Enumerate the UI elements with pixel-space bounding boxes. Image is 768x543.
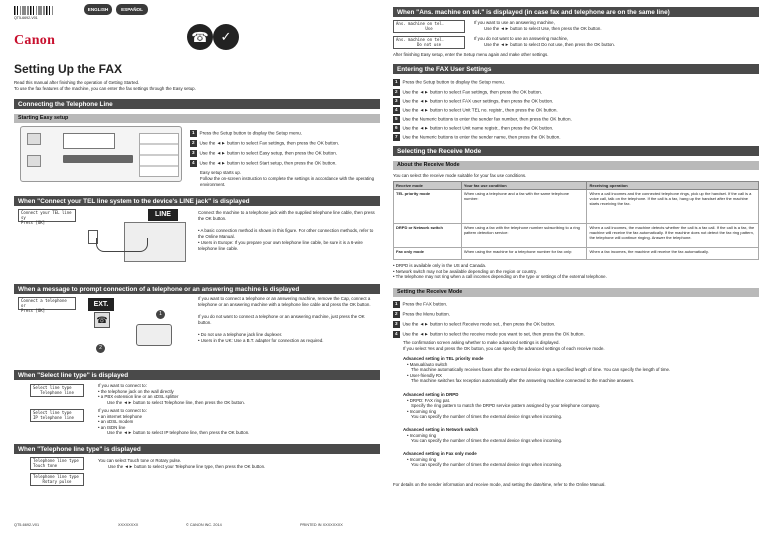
- page-title: Setting Up the FAX: [14, 62, 122, 76]
- table-cell: Fax only mode: [394, 248, 462, 260]
- table-cell: When a fax incomes, the machine will receive the fax automatically.: [587, 248, 759, 260]
- footer-code: QT5-6692-V01: [14, 523, 40, 527]
- line-type-desc1-action: Use the ◄► button to select Telephone line, then press the OK button.: [107, 399, 245, 405]
- recv-step-4: 4 Use the ◄► button to select the receive mode you want to set, then press the OK button.: [394, 331, 585, 337]
- tel-line-desc1: You can select Touch tone or Rotary pulse.: [98, 458, 182, 463]
- table-header: Receive mode: [394, 182, 462, 190]
- panel-button-row: [63, 155, 133, 163]
- ans-lcd-use-line2: Use: [425, 25, 433, 31]
- easy-step-2: 2 Use the ◄► button to select Fax settings, then press the OK button.: [191, 140, 340, 146]
- ext-bullet1: • Do not use a telephone jack line duplexer.: [198, 332, 283, 337]
- ans-lcd-donot-line2: Do not use: [416, 41, 442, 47]
- line-type-desc2-item: • an internet telephone: [98, 413, 143, 419]
- tel-line-type-bar: When "Telephone line type" is displayed: [14, 444, 380, 454]
- ext-callout-1: 1: [156, 310, 165, 319]
- ans-desc-use-1: If you want to use an answering machine,: [474, 20, 555, 25]
- adv-line: • DRPD: FAX ring pat.: [407, 397, 451, 403]
- line-type-desc2-action: Use the ◄► button to select IP telephone line, then press the OK button.: [107, 430, 250, 435]
- recv-after1: The confirmation screen asking whether to make advanced settings is displayed.: [403, 340, 560, 345]
- table-cell: When a call incomes and the connected telephone rings, pick up the handset. If the call is a voice call, talk on the telephone. If the call is a fax, hang up the handset after the machine starts receiving the fax.: [587, 190, 759, 224]
- line-jack-bullet1: • A basic connection method is shown in this figure. For other connection methods, refer to the Online Manual.: [198, 228, 374, 239]
- footer-x: XXXXXXXX: [118, 523, 139, 527]
- ans-lcd-use: [393, 20, 465, 33]
- recv-step-2: 2 Press the Menu button.: [394, 311, 450, 317]
- table-header-row: [394, 182, 759, 190]
- user-step-2: 2 Use the ◄► button to select Fax settings, then press the OK button.: [394, 89, 543, 95]
- line-jack-illustration: [84, 208, 190, 266]
- panel-lcd: [63, 133, 115, 149]
- ans-desc-donot-2: Use the ◄► button to select Do not use, then press the OK button.: [484, 42, 615, 47]
- ext-illustration: [80, 296, 192, 364]
- adv-head: Advanced setting in DRPD: [403, 392, 459, 397]
- table-row: [394, 190, 759, 224]
- line-type-lcd2-line2: IP telephone line: [33, 414, 74, 420]
- ans-desc-donot-1: If you do not want to use an answering machine,: [474, 36, 569, 41]
- online-manual-note: For details on the sender information and receive mode, and setting the date/time, refer to the Online Manual.: [393, 482, 606, 487]
- line-jack-text1: Connect the machine to a telephone jack with the supplied telephone line cable, then press the OK button.: [198, 210, 375, 221]
- barcode: [14, 6, 54, 15]
- tab-english[interactable]: ENGLISH: [84, 4, 112, 15]
- ext-text2: If you do not want to connect a telephone or an answering machine, just press the OK button.: [198, 314, 365, 325]
- adv-head: Advanced setting in Network switch: [403, 427, 479, 432]
- receive-note: • Network switch may not be available depending on the region or country.: [393, 268, 537, 274]
- canon-logo: Canon: [14, 33, 56, 48]
- panel-fax-button: [27, 133, 41, 145]
- line-type-desc2-item: • an ISDN line: [98, 424, 126, 430]
- table-header: Receiving operation: [587, 182, 759, 190]
- adv-line: • Incoming ring: [407, 408, 437, 414]
- table-cell: DRPD or Network switch: [394, 224, 462, 248]
- adv-line: The machine automatically receives faxes after the external device rings a specified length of time. You can specify the length of time.: [411, 367, 671, 372]
- setting-receive-subbar: Setting the Receive Mode: [393, 288, 759, 297]
- adv-line: • Manual/auto switch: [407, 361, 448, 367]
- easy-step-4: 4 Use the ◄► button to select Start setup, then press the OK button.: [191, 160, 337, 166]
- ans-lcd-donot: [393, 36, 465, 49]
- tel-line-desc2: Use the ◄► button to select your Telephone line type, then press the OK button.: [108, 464, 266, 469]
- ext-lcd-line1: Connect a telephone or: [21, 298, 67, 308]
- receive-mode-bar: Selecting the Receive Mode: [393, 146, 759, 156]
- ans-lcd-use-line1: Ans. machine on tel.: [396, 21, 445, 26]
- footer-printed: PRINTED IN XXXXXXXX: [300, 523, 343, 527]
- connecting-bar: Connecting the Telephone Line: [14, 99, 380, 109]
- adv-block-tel: [403, 356, 759, 384]
- line-type-lcd-1: [30, 384, 84, 397]
- table-row: [394, 248, 759, 260]
- line-type-lcd1-line1: Select line type: [33, 385, 72, 390]
- cable: [96, 238, 148, 252]
- table-cell: When using a fax with the telephone number subscribing to a ring pattern detection service:: [461, 224, 587, 248]
- adv-line: You can specify the number of times the external device rings when incoming.: [411, 462, 563, 467]
- table-cell: TEL priority mode: [394, 190, 462, 224]
- adv-block-network: [403, 427, 759, 444]
- adv-block-drpd: [403, 392, 759, 420]
- tab-spanish[interactable]: ESPAÑOL: [116, 4, 148, 15]
- table-row: [394, 224, 759, 248]
- recv-step-3: 3 Use the ◄► button to select Receive mode set., then press the OK button.: [394, 321, 556, 327]
- ext-lcd: [18, 297, 76, 313]
- line-type-desc1-item: • the telephone jack on the wall directly: [98, 388, 174, 394]
- tel-line-lcd2-line2: Rotary pulse: [42, 478, 72, 484]
- ext-text1: If you want to connect a telephone or an answering machine, remove the Cap, connect a telephone or an answering machine with a telephone line cable and press the OK button.: [198, 296, 371, 307]
- fax-icon: ☎: [187, 24, 213, 50]
- ext-prompt-bar: When a message to prompt connection of a telephone or an answering machine is displayed: [14, 284, 380, 294]
- line-jack-lcd-line2: Press [OK]: [21, 219, 46, 225]
- user-step-6: 6 Use the ◄► button to select Unit name registr., then press the OK button.: [394, 125, 554, 131]
- line-type-desc2-item: • an xDSL modem: [98, 419, 134, 424]
- about-receive-subbar: About the Receive Mode: [393, 161, 759, 170]
- adv-line: The machine switches fax reception automatically after the answering machine connected to the machine answers.: [411, 378, 635, 383]
- intro-line2: To use the fax features of the machine, you can enter the fax settings through the Easy setup.: [14, 86, 196, 91]
- ext-callout-2: 2: [96, 344, 105, 353]
- check-icon: ✓: [213, 24, 239, 50]
- adv-line: • Incoming ring: [407, 432, 437, 438]
- table-cell: When using the machine for a telephone number for fax only:: [461, 248, 587, 260]
- line-label: LINE: [148, 209, 178, 221]
- recv-after2: If you select Yes and press the OK button, you can specify the advanced settings of each receive mode.: [403, 346, 605, 351]
- adv-line: • Incoming ring: [407, 456, 437, 462]
- control-panel-illustration: [20, 126, 182, 182]
- ans-desc-use-2: Use the ◄► button to select Use, then press the OK button.: [484, 26, 602, 31]
- receive-note: • The telephone may not ring when a call incomes depending on the type or settings of the external telephone.: [393, 274, 607, 279]
- table-header: Your fax use condition: [461, 182, 587, 190]
- adv-block-faxonly: [403, 451, 759, 468]
- line-jack-lcd-line1: Connect your TEL line sy: [21, 210, 72, 220]
- user-step-4: 4 Use the ◄► button to select Unit TEL no. registr., then press the OK button.: [394, 107, 558, 113]
- line-type-desc1-head: If you want to connect to:: [98, 383, 147, 388]
- line-type-bar: When "Select line type" is displayed: [14, 370, 380, 380]
- ans-after: After finishing Easy setup, enter the Setup menu again and make other settings.: [393, 52, 549, 57]
- line-type-desc1-item: • a PBX extension line or an xDSL splitter: [98, 394, 179, 399]
- tel-line-lcd1-line1: Telephone line type: [33, 458, 79, 463]
- line-type-lcd1-line2: Telephone line: [40, 389, 74, 395]
- tel-line-lcd1-line2: Touch tone: [33, 462, 58, 468]
- line-jack-bar: When "Connect your TEL line system to the device's LINE jack" is displayed: [14, 196, 380, 206]
- easy-note-head: Easy setup starts up.: [200, 170, 241, 175]
- user-settings-bar: Entering the FAX User Settings: [393, 64, 759, 74]
- ans-machine-bar: When "Ans. machine on tel." is displayed (in case fax and telephone are on the same line): [393, 7, 759, 17]
- user-step-1: 1 Press the Setup button to display the Setup menu.: [394, 79, 505, 85]
- adv-line: • User-friendly RX: [407, 372, 442, 378]
- adv-line: Specify the ring pattern to match the DRPD service pattern assigned by your telephone company.: [411, 403, 601, 408]
- line-jack-lcd: [18, 209, 76, 225]
- line-jack-bullet2: • Users in Europe: If you prepare your own telephone line cable, be sure it is a 6-wire telephone line cable.: [198, 240, 363, 251]
- adv-head: Advanced setting in TEL priority mode: [403, 356, 484, 361]
- user-step-5: 5 Use the Numeric buttons to enter the sender fax number, then press the OK button.: [394, 116, 572, 122]
- tel-line-lcd-1: [30, 457, 84, 470]
- intro-line1: Read this manual after finishing the operation of Getting Started.: [14, 80, 140, 85]
- tel-line-lcd-2: [30, 473, 84, 486]
- user-step-3: 3 Use the ◄► button to select FAX user settings, then press the OK button.: [394, 98, 554, 104]
- recv-step-1: 1 Press the FAX button.: [394, 301, 448, 307]
- adv-head: Advanced setting in Fax only mode: [403, 451, 477, 456]
- telephone-illustration: [136, 324, 172, 346]
- user-step-7: 7 Use the Numeric buttons to enter the sender name, then press the OK button.: [394, 134, 561, 140]
- easy-step-3: 3 Use the ◄► button to select Easy setup, then press the OK button.: [191, 150, 338, 156]
- easy-note-body: Follow the on-screen instruction to complete the settings in accordance with the operating environment.: [200, 176, 375, 187]
- receive-mode-table: [393, 181, 759, 260]
- line-type-desc2-head: If you want to connect to:: [98, 408, 147, 413]
- easy-step-1: 1 Press the Setup button to display the Setup menu.: [191, 130, 302, 136]
- table-cell: When using a telephone and a fax with the same telephone number:: [461, 190, 587, 224]
- panel-keypad: [139, 133, 179, 177]
- receive-notes: [393, 263, 759, 280]
- ans-lcd-donot-line1: Ans. machine on tel.: [396, 37, 445, 42]
- ext-label: EXT.: [88, 298, 114, 311]
- adv-line: You can specify the number of times the external device rings when incoming.: [411, 438, 563, 443]
- line-type-desc2: [98, 408, 318, 436]
- ext-port: ☎: [94, 312, 110, 328]
- receive-note: • DRPD is available only in the US and Canada.: [393, 263, 487, 268]
- ext-bullet2: • Users in the UK: Use a B.T. adapter for connection as required.: [198, 338, 324, 343]
- easy-setup-subbar: Starting Easy setup: [14, 114, 380, 123]
- footer-copyright: © CANON INC. 2014: [186, 523, 222, 527]
- tel-line-lcd2-line1: Telephone line type: [33, 474, 79, 479]
- adv-line: You can specify the number of times the external device rings when incoming.: [411, 414, 563, 419]
- barcode-text: QT5-6692-V01: [14, 16, 38, 20]
- table-cell: When a call incomes, the machine detects whether the call is a fax call. If the call is a fax, the machine will receive the fax automatically. If the machine does not detect the fax ring pattern, the telephone will continue ringing. Answer the telephone.: [587, 224, 759, 248]
- ext-lcd-line2: Press [OK]: [21, 307, 46, 313]
- line-type-lcd2-line1: Select line type: [33, 410, 72, 415]
- line-type-desc1: [98, 383, 318, 405]
- receive-intro: You can select the receive mode suitable for your fax use conditions.: [393, 173, 527, 178]
- panel-setup-button: [27, 155, 41, 167]
- line-type-lcd-2: [30, 409, 84, 422]
